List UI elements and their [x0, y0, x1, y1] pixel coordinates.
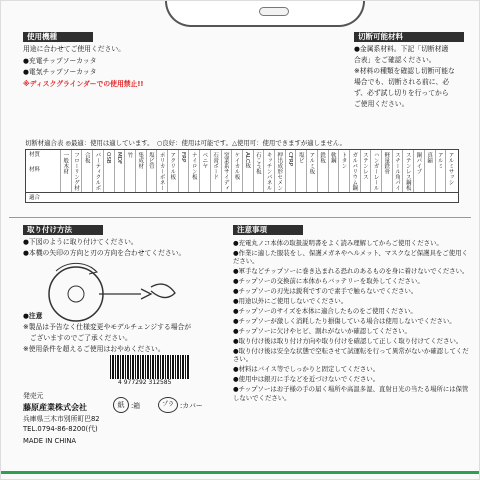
material-cell: 合板	[81, 150, 90, 192]
install-method-header: 取り付け方法	[23, 225, 103, 235]
install-note-3: ※使用条件を超えるご使用はおやめください。	[23, 345, 165, 353]
caution-item: ●取り付け後は取り付け方向や取り付けを確認して正しく取り付けてください。	[233, 337, 463, 346]
material-cell: スチール角パイ	[392, 150, 401, 192]
cautions-header: 注意事項	[233, 225, 303, 235]
section-divider	[9, 217, 471, 218]
caution-item: ●チップソーはお子様の手の届く場所や高温多湿、直射日光の当たる場所には保管しないでください。	[233, 385, 469, 402]
compatible-line-2: ●充電チップソーカッタ	[23, 57, 97, 65]
barcode-image	[110, 355, 190, 379]
row-label-material: 材料	[29, 167, 41, 173]
caution-item: ●作業に適した服装をし、保護メガネやヘルメット、マスクなど保護具をご使用ください。	[233, 248, 468, 266]
paper-recycle-icon	[113, 397, 129, 413]
install-note-1: ※製品は予告なく仕様変更やモデルチェンジする場合が	[23, 323, 192, 331]
caution-item: ●取り付け後は安全な状態で空転させて試運転を行って異常がないか確認してください。	[233, 347, 469, 364]
material-cell: 押出成形セメン	[274, 150, 283, 192]
material-cell: 真鍮	[424, 150, 433, 192]
caution-item: ●使用中は銀刃に手などを近づけないでください。	[233, 375, 380, 384]
material-cell: ベニヤ	[199, 150, 208, 192]
cuttable-line-3: ※材料の種類を確認し切断可能な	[354, 67, 455, 75]
caution-item: ●チップソーに欠けやヒビ、割れがないか確認してください。	[233, 327, 411, 336]
material-cell: ハンガーレール	[370, 150, 379, 192]
cuttable-materials-header: 切断可能材料	[354, 32, 464, 42]
material-cell: ケイカル板	[231, 150, 240, 192]
hang-hole	[259, 7, 289, 16]
seller-tel: TEL.0794-86-8200(代)	[23, 425, 98, 433]
compatible-line-3: ●電気チップソーカッタ	[23, 68, 97, 76]
install-line-2: ●本機の矢印の方向と刃の方向を合わせてください。	[23, 249, 186, 257]
cuttable-line-1: ●金属系材料。下記「切断材適	[354, 45, 449, 53]
install-diagram	[41, 259, 191, 324]
plastic-recycle-note: :カバー	[180, 402, 203, 410]
material-cell: ガルバリウム鋼	[349, 150, 358, 192]
material-cell: ステンレス鋼板	[402, 150, 411, 192]
seller-address: 兵庫県三木市別所町巴82	[23, 415, 100, 423]
material-cell: CFRP	[285, 150, 294, 192]
material-cell: トタン	[338, 150, 347, 192]
material-cell: フローリング材	[71, 150, 80, 192]
material-cell: FRP	[178, 150, 187, 192]
material-cell: 竹	[124, 150, 133, 192]
material-cell: アルミサッシ	[445, 150, 454, 192]
material-cell: MDF	[114, 150, 123, 192]
material-cell: 軽量鉄骨	[381, 150, 390, 192]
compatible-models-header: 使用機種	[23, 32, 93, 42]
made-in: MADE IN CHINA	[23, 437, 77, 445]
material-cell: 銅パイプ	[413, 150, 422, 192]
grinder-warning: ※ディスクグラインダーでの使用禁止!!	[23, 80, 144, 88]
install-note-header: ●注意	[23, 312, 43, 320]
caution-item: ●用途以外にご使用しないでください。	[233, 297, 348, 306]
caution-item: ●材料はバイス等でしっかりと固定してください。	[233, 365, 380, 374]
seller-name: 藤原産業株式会社	[23, 403, 87, 412]
compatibility-row	[26, 192, 458, 203]
material-cell: ステンレス	[360, 150, 369, 192]
cuttable-line-5: ず、必ず試し切りを行ってから	[354, 89, 449, 97]
material-cell: アルミ板	[306, 150, 315, 192]
material-cell: キッチンパネル	[263, 150, 272, 192]
material-cell: アクリル板	[167, 150, 176, 192]
seller-label: 発売元	[23, 392, 44, 400]
compatibility-table	[25, 149, 459, 203]
material-cell: 軟鋼	[328, 150, 337, 192]
material-cell: アルミ	[435, 150, 444, 192]
install-note-2: ございますのでご了承ください。	[23, 334, 132, 342]
compatible-line-1: 用途に合わせてご使用ください。	[23, 45, 125, 53]
material-cell: 石こう板	[253, 150, 262, 192]
caution-item: ●チップソーのサイズを本体に適合したものをご使用ください。	[233, 307, 417, 316]
material-cell: ポリカーボネー	[156, 150, 165, 192]
material-cell: 塩ビ管	[146, 150, 155, 192]
material-cell: 集成材	[135, 150, 144, 192]
plastic-recycle-text: プラ	[161, 401, 174, 408]
material-cell: 鉄板	[317, 150, 326, 192]
caution-item: ●充電丸ノコ本体の取扱説明書をよく読み理解してからご使用ください。	[233, 239, 443, 247]
cuttable-line-2: 合表」をご確認ください。	[354, 56, 436, 64]
caution-item: ●チップソーの交換前に本体からバッテリーを取外してください。	[233, 277, 424, 286]
row-label-compatibility: 適合	[29, 195, 41, 201]
plastic-recycle-icon	[158, 397, 178, 413]
material-cell: ナイロン板	[188, 150, 197, 192]
material-cell: 塩ビ	[295, 150, 304, 192]
material-cell: 一般木材	[60, 150, 69, 192]
caution-item: ●軍手などチップソーに巻き込まれる恐れのあるものを身に着けないでください。	[233, 267, 469, 276]
material-cell: パーティクルボ	[92, 150, 101, 192]
material-cell: ALC板	[242, 150, 251, 192]
material-cell: OSB	[103, 150, 112, 192]
cautions-list	[233, 239, 469, 404]
bottom-accent-bar	[1, 471, 479, 474]
paper-recycle-note: :箱	[131, 402, 141, 410]
caution-item: ●チップソーが激しく消耗したり損傷している場合は使用しないでください。	[233, 317, 456, 326]
paper-recycle-text: 紙	[117, 401, 125, 409]
material-cell: 石膏ボード	[210, 150, 219, 192]
table-legend: 切断材適合表 ◎最適：使用は適しています。 ○良好：使用は可能です。△使用可：使用できますが適しません。	[25, 139, 347, 147]
install-line-1: ●下図のように取り付けてください。	[23, 238, 138, 246]
caution-item: ●チップソーの刃先は鋭利ですので素手で触らないでください。	[233, 287, 418, 296]
row-label-material-type: 材質	[29, 152, 41, 158]
cuttable-line-6: ご使用ください。	[354, 100, 409, 108]
cuttable-line-4: 場合でも、切断される前に、必	[354, 78, 450, 86]
barcode-number: 4 977292 312585	[118, 379, 172, 386]
material-cell: 窯業系サイディ	[221, 150, 230, 192]
